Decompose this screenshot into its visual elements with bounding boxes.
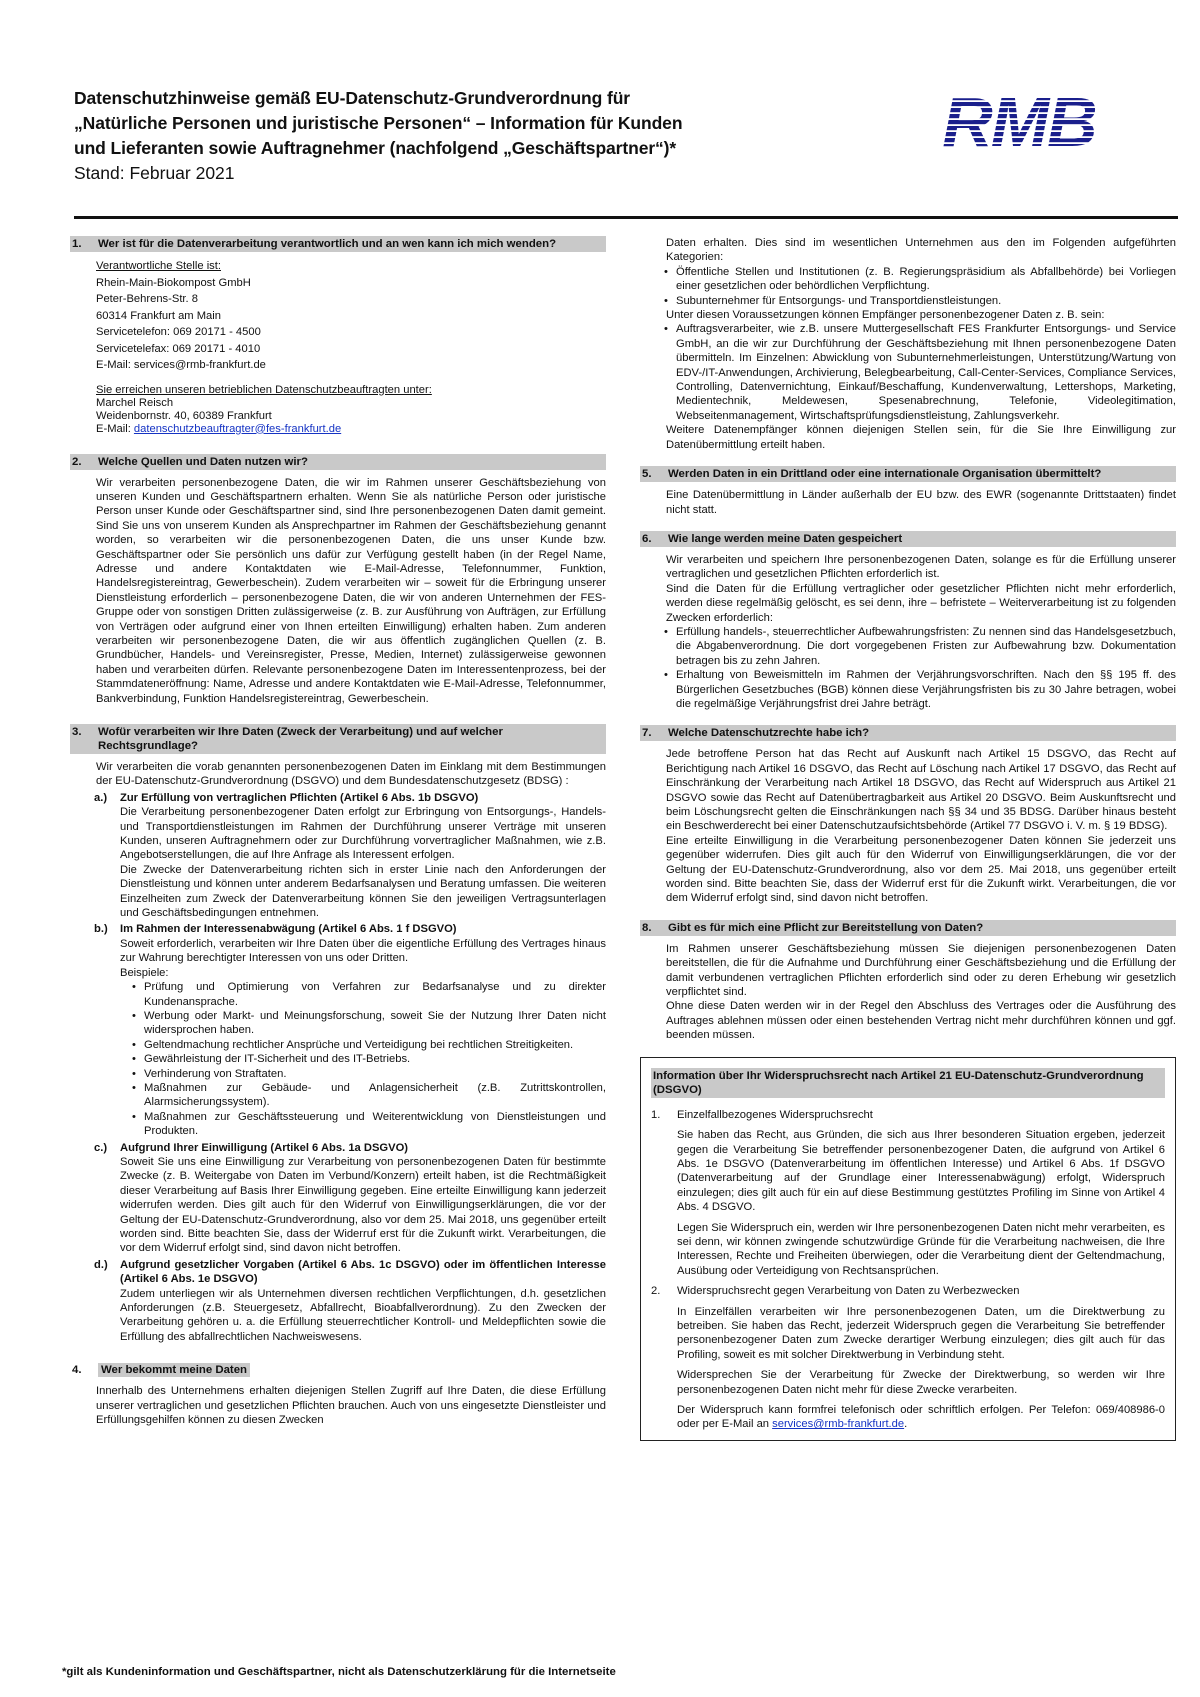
box-item-2-heading (651, 1284, 1165, 1298)
footnote: *gilt als Kundeninformation und Geschäftspartner, nicht als Datenschutzerklärung für die Internetseite (62, 1666, 616, 1678)
services-email-link[interactable]: services@rmb-frankfurt.de (772, 1418, 905, 1431)
subsection-label: d.) (94, 1258, 108, 1271)
rmb-logo (912, 90, 1126, 152)
box-item-1-heading (651, 1108, 1165, 1122)
subsection-b-text: Soweit erforderlich, verarbeiten wir Ihre Daten über die eigentliche Erfüllung des Vertrages hinaus zur Wahrung berechtigter Interessen von uns oder Dritten. (120, 937, 606, 965)
section-7 (640, 725, 1176, 905)
section-number: 3. (72, 726, 82, 738)
objection-rights-box (640, 1057, 1176, 1441)
subsection-c (94, 1141, 606, 1256)
section-4-mid: Unter diesen Voraussetzungen können Empfänger personenbezogener Daten z. B. sein: (666, 309, 1105, 322)
section-title: Wer ist für die Datenverarbeitung verantwortlich und an wen kann ich mich wenden? (98, 238, 557, 250)
list-item: • Prüfung und Optimierung von Verfahren zur Bedarfsanalyse und zu direkter Kundenansprache. (134, 980, 606, 1009)
list-item: • Erhaltung von Beweismitteln im Rahmen der Verjährungsvorschriften. Nach den §§ 195 ff. des Bürgerlichen Gesetzbuches (BGB) können diese Verjährungsfristen bis zu 30 Jahre betragen, wobei die regelmäßige Verjährungsfrist drei Jahre beträgt. (666, 668, 1176, 711)
section-title: Wofür verarbeiten wir Ihre Daten (Zweck der Verarbeitung) und auf welcher Rechtsgrundlage? (98, 726, 503, 752)
section-2-heading (70, 454, 606, 470)
list-item: • Verhinderung von Straftaten. (134, 1067, 606, 1081)
section-3-heading (70, 724, 606, 754)
section-7-heading (640, 725, 1176, 741)
title-line-3: und Lieferanten sowie Auftragnehmer (nachfolgend „Geschäftspartner“)* (74, 138, 677, 158)
section-6-text-2: Sind die Daten für die Erfüllung vertraglicher oder gesetzlicher Pflichten nicht mehr erforderlich, werden diese regelmäßig gelöscht, es sei denn, ihre – befristete – Weiterverarbeitung ist zu folgenden Zwecken erforderlich: (666, 582, 1176, 624)
dpo-email-prefix: E-Mail: (96, 422, 134, 435)
subsection-title: Zur Erfüllung von vertraglichen Pflichten (Artikel 6 Abs. 1b DSGVO) (120, 791, 479, 804)
section-title: Wie lange werden meine Daten gespeichert (668, 532, 903, 545)
responsible-label: Verantwortliche Stelle ist: (96, 260, 221, 272)
subsection-b (94, 922, 606, 1138)
dpo-name: Marchel Reisch (96, 396, 174, 409)
section-2 (70, 454, 606, 707)
list-item: • Werbung oder Markt- und Meinungsforschung, soweit Sie der Nutzung Ihrer Daten nicht widersprochen haben. (134, 1009, 606, 1038)
list-item: • Auftragsverarbeiter, wie z.B. unsere Muttergesellschaft FES Frankfurter Entsorgungs- und Service GmbH, an die wir zur Durchführung der Geschäftsbeziehung mit Ihnen personenbezogene Daten übermitteln. Im Einzelnen: Abwicklung von Subunternehmerleistungen, Unterstützung/Wartung von EDV-/IT-Anwendungen, Archivierung, Belegbearbeitung, Call-Center-Services, Compliance Services, Controlling, Datenvernichtung, Einkauf/Beschaffung, Kundenverwaltung, Lettershops, Marketing, Medientechnik, Meldewesen, Spesenabrechnung, Telefonie, Videolegitimation, Webseitenmanagement, Wirtschaftsprüfungsdienstleistung, Zahlungsverkehr. (666, 322, 1176, 423)
section-7-text-1: Jede betroffene Person hat das Recht auf Auskunft nach Artikel 15 DSGVO, das Recht auf Berichtigung nach Artikel 16 DSGVO, das Recht auf Löschung nach Artikel 17 DSGVO, das Recht auf Einschränkung der Verarbeitung nach Artikel 18 DSGVO, das Recht auf Widerspruch aus Artikel 21 DSGVO sowie das Recht auf Datenübertragbarkeit aus Artikel 20 DSGVO. Beim Auskunftsrecht und beim Löschungsrecht gelten die Einschränkungen nach §§ 34 und 35 BDSG. Darüber hinaus besteht ein Beschwerderecht bei einer Datenschutzaufsichtsbehörde (Artikel 77 DSGVO i. V. m. § 19 BDSG). (666, 748, 1176, 833)
section-8-text-1: Im Rahmen unserer Geschäftsbeziehung müssen Sie diejenigen personenbezogenen Daten bereitstellen, die für die Aufnahme und Durchführung einer Geschäftsbeziehung und die Erfüllung der damit verbundenen vertraglichen Pflichten erforderlich sind oder zu deren Erhebung wir gesetzlich verpflichtet sind. (666, 942, 1176, 999)
section-number: 5. (642, 468, 652, 481)
subsection-title: Aufgrund Ihrer Einwilligung (Artikel 6 Abs. 1a DSGVO) (120, 1141, 409, 1154)
right-column (640, 236, 1176, 1441)
box-item-2-text-3 (677, 1403, 1165, 1432)
document-header (74, 86, 834, 186)
section-1-heading (70, 236, 606, 252)
section-8 (640, 920, 1176, 1043)
section-4-text-left: Innerhalb des Unternehmens erhalten diejenigen Stellen Zugriff auf Ihre Daten, die diese Erfüllung unserer vertraglichen und gesetzlichen Pflichten brauchen. Auch von uns eingesetzte Dienstleister und Erfüllungsgehilfen können zu diesen Zwecken (96, 1385, 606, 1427)
section-4 (70, 1362, 606, 1427)
section-5-heading (640, 466, 1176, 482)
contact-suffix: . (904, 1418, 908, 1431)
section-number: 4. (72, 1364, 82, 1377)
dpo-label: Sie erreichen unseren betrieblichen Datenschutzbeauftragten unter: (96, 383, 432, 396)
contact-text: Der Widerspruch kann formfrei telefonisch oder schriftlich erfolgen. Per Telefon: 069/408986-0 oder per E-Mail an (677, 1404, 1165, 1431)
subsection-d-text: Zudem unterliegen wir als Unternehmen diversen rechtlichen Verpflichtungen, d.h. gesetzlichen Anforderungen (z.B. Steuergesetz, Abfallrecht, Bioabfallverordnung). Zu den Zwecken der Verarbeitung gehören u. a. die Erfüllung steuerrechtlicher Kontroll- und Meldepflichten sowie die Erfüllung des abfallrechtlichen Nachweiswesens. (120, 1287, 606, 1343)
subsection-d (94, 1258, 606, 1344)
section-number: 2. (72, 455, 82, 468)
section-6-heading (640, 531, 1176, 547)
header-rule (74, 216, 1178, 219)
section-7-text-2: Eine erteilte Einwilligung in die Verarbeitung personenbezogener Daten können Sie jederzeit uns gegenüber widerrufen. Dies gilt auch für den Widerruf von Einwilligungserklärungen, die vor der Geltung der EU-Datenschutz-Grundverordnung, also vor dem 25. Mai 2018, uns gegenüber erteilt worden sind. Bitte beachten Sie, dass der Widerruf erst für die Zukunft wirkt. Verarbeitungen, die vor dem Widerruf erfolgt sind, sind davon nicht betroffen. (666, 834, 1176, 905)
list-item: • Geltendmachung rechtlicher Ansprüche und Verteidigung bei rechtlichen Streitigkeiten. (134, 1038, 606, 1052)
section-8-text-2: Ohne diese Daten werden wir in der Regel den Abschluss des Vertrages oder die Ausführung des Auftrages ablehnen müssen oder einen bestehenden Vertrag nicht mehr durchführen können und ggf. beenden müssen. (666, 1000, 1176, 1042)
section-title: Werden Daten in ein Drittland oder eine internationale Organisation übermittelt? (668, 468, 1102, 481)
section-3 (70, 724, 606, 1344)
examples-label: Beispiele: (120, 966, 169, 979)
title-line-1: Datenschutzhinweise gemäß EU-Datenschutz-Grundverordnung für (74, 88, 631, 108)
list-item: • Maßnahmen zur Gebäude- und Anlagensicherheit (z.B. Zutrittskontrollen, Alarmsicherungssystem). (134, 1081, 606, 1110)
subsection-label: a.) (94, 791, 108, 804)
section-4-continued (640, 236, 1176, 452)
section-title: Gibt es für mich eine Pflicht zur Bereitstellung von Daten? (668, 921, 984, 934)
section-4-end: Weitere Datenempfänger können diejenigen Stellen sein, für die Sie Ihre Einwilligung zur Datenübermittlung erteilt haben. (666, 424, 1176, 451)
company-street: Peter-Behrens-Str. 8 (96, 293, 198, 305)
box-item-number: 1. (651, 1108, 661, 1121)
box-item-2-text-2: Widersprechen Sie der Verarbeitung für Zwecke der Direktwerbung, so werden wir Ihre personenbezogenen Daten nicht mehr für diese Zwecke verarbeiten. (677, 1369, 1165, 1396)
section-4-text-right: Daten erhalten. Dies sind im wesentlichen Unternehmen aus den im Folgenden aufgeführten Kategorien: (666, 237, 1176, 264)
dpo-email-link[interactable]: datenschutzbeauftragter@fes-frankfurt.de (133, 422, 342, 435)
subsection-label: c.) (94, 1141, 108, 1154)
section-number: 1. (72, 238, 82, 250)
box-item-2-text-1: In Einzelfällen verarbeiten wir Ihre personenbezogenen Daten, um die Direktwerbung zu betreiben. Sie haben das Recht, jederzeit Widerspruch gegen die Verarbeitung Sie betreffender personenbezogener Daten zum Zwecke derartiger Werbung einzulegen; dies gilt auch für das Profiling, soweit es mit solcher Direktwerbung in Verbindung steht. (677, 1305, 1165, 1361)
subsection-a-text-2: Die Zwecke der Datenverarbeitung richten sich in erster Linie nach den Anforderungen der Dienstleistung und können unter anderem Bedarfsanalysen und Beratung umfassen. Die weiteren Einzelheiten zum Zweck der Datenverarbeitung können Sie den jeweiligen Vertragsunterlagen und Geschäftsbedingungen entnehmen. (120, 863, 606, 920)
subsection-title: Aufgrund gesetzlicher Vorgaben (Artikel 6 Abs. 1c DSGVO) oder im öffentlichen Interesse (Artikel 6 Abs. 1e DSGVO) (120, 1258, 606, 1286)
section-title: Wer bekommt meine Daten (98, 1363, 250, 1377)
dpo-address: Weidenbornstr. 40, 60389 Frankfurt (96, 409, 272, 422)
service-fax: Servicetelefax: 069 20171 - 4010 (96, 342, 261, 355)
section-number: 7. (642, 727, 652, 740)
service-phone: Servicetelefon: 069 20171 - 4500 (96, 326, 261, 338)
subsection-a-text-1: Die Verarbeitung personenbezogener Daten erfolgt zur Erbringung von Entsorgungs-, Handels- und Transportdienstleistungen im Rahmen der Durchführung unserer Verträge mit unseren Kunden, unseren Auftragnehmern oder zur Durchführung vorvertraglicher Maßnahmen, wie z.B. Angebotserstellungen, die auf Ihre Anfrage als Interessent erfolgen. (120, 806, 606, 862)
section-6 (640, 531, 1176, 711)
section-title: Welche Datenschutzrechte habe ich? (668, 727, 870, 740)
subsection-c-text: Soweit Sie uns eine Einwilligung zur Verarbeitung von personenbezogenen Daten für bestimmte Zwecke (z. B. Weitergabe von Daten im Verbund/Konzern) erteilt haben, ist die Rechtmäßigkeit dieser Verarbeitung auf Basis Ihrer Einwilligung gegeben. Eine erteilte Einwilligung kann jederzeit widerrufen werden. Dies gilt auch für den Widerruf von Einwilligungserklärungen, die vor der Geltung der EU-Datenschutz-Grundverordnung, also vor dem 25. Mai 2018, uns gegenüber erteilt worden sind. Bitte beachten Sie, dass der Widerruf erst für die Zukunft wirkt. Verarbeitungen, die vor dem Widerruf erfolgt sind, sind davon nicht betroffen. (120, 1155, 606, 1255)
section-1 (70, 236, 606, 436)
dpo-email-line (96, 423, 606, 436)
list-item: • Erfüllung handels-, steuerrechtlicher Aufbewahrungsfristen: Zu nennen sind das Handelsgesetzbuch, die Abgabenverordnung. Die dort vorgegebenen Fristen zur Aufbewahrung bzw. Dokumentation betragen bis zu zehn Jahren. (666, 625, 1176, 668)
box-item-title: Einzelfallbezogenes Widerspruchsrecht (677, 1108, 873, 1121)
company-name: Rhein-Main-Biokompost GmbH (96, 276, 251, 289)
subsection-title: Im Rahmen der Interessenabwägung (Artikel 6 Abs. 1 f DSGVO) (120, 923, 457, 936)
processors-list (666, 322, 1176, 423)
examples-list (120, 980, 606, 1138)
retention-list (666, 625, 1176, 711)
box-title: Information über Ihr Widerspruchsrecht nach Artikel 21 EU-Datenschutz-Grundverordnung (DSGVO) (651, 1068, 1165, 1098)
section-title: Welche Quellen und Daten nutzen wir? (98, 455, 308, 468)
subsection-label: b.) (94, 923, 108, 936)
list-item: • Gewährleistung der IT-Sicherheit und des IT-Betriebs. (134, 1052, 606, 1066)
service-email: E-Mail: services@rmb-frankfurt.de (96, 359, 266, 371)
recipients-list (666, 265, 1176, 308)
section-8-heading (640, 920, 1176, 936)
title-line-2: „Natürliche Personen und juristische Personen“ – Information für Kunden (74, 113, 683, 133)
section-number: 6. (642, 532, 652, 545)
company-city: 60314 Frankfurt am Main (96, 309, 221, 322)
box-item-number: 2. (651, 1285, 661, 1298)
list-item: • Subunternehmer für Entsorgungs- und Transportdienstleistungen. (666, 294, 1176, 308)
list-item: • Öffentliche Stellen und Institutionen (z. B. Regierungspräsidium als Abfallbehörde) bei Vorliegen einer gesetzlichen oder behördlichen Verpflichtung. (666, 265, 1176, 294)
stand-date: Stand: Februar 2021 (74, 163, 235, 183)
box-item-title: Widerspruchsrecht gegen Verarbeitung von Daten zu Werbezwecken (677, 1285, 1020, 1298)
box-item-1-text-1: Sie haben das Recht, aus Gründen, die sich aus Ihrer besonderen Situation ergeben, jederzeit gegen die Verarbeitung Sie betreffender personenbezogener Daten, die aufgrund von Artikel 6 Abs. 1e DSGVO (Datenverarbeitung im öffentlichen Interesse) und Artikel 6 Abs. 1f DSGVO (Datenverarbeitung auf der Grundlage einer Interessenabwägung) erfolgt, Widerspruch einzulegen; dies gilt auch für ein auf diese Bestimmung gestütztes Profiling im Sinne von Artikel 4 Abs. 4 DSGVO. (677, 1129, 1165, 1214)
section-6-text-1: Wir verarbeiten und speichern Ihre personenbezogenen Daten, solange es für die Erfüllung unserer vertraglichen und gesetzlichen Pflichten erforderlich ist. (666, 553, 1176, 581)
section-5-text: Eine Datenübermittlung in Länder außerhalb der EU bzw. des EWR (sogenannte Drittstaaten) findet nicht statt. (666, 489, 1176, 516)
section-4-heading (70, 1362, 606, 1378)
list-item: • Maßnahmen zur Geschäftssteuerung und Weiterentwicklung von Dienstleistungen und Produkten. (134, 1110, 606, 1139)
section-5 (640, 466, 1176, 517)
left-column (70, 236, 606, 1431)
subsection-a (94, 791, 606, 921)
section-number: 8. (642, 921, 652, 934)
box-item-1-text-2: Legen Sie Widerspruch ein, werden wir Ihre personenbezogenen Daten nicht mehr verarbeiten, es sei denn, wir können zwingende schutzwürdige Gründe für die Verarbeitung nachweisen, die Ihre Interessen, Rechte und Freiheiten überwiegen, oder die Verarbeitung dient der Geltendmachung, Ausübung oder Verteidigung von Rechtsansprüchen. (677, 1221, 1165, 1277)
section-3-intro: Wir verarbeiten die vorab genannten personenbezogenen Daten im Einklang mit dem Bestimmungen der EU-Datenschutz-Grundverordnung (DSGVO) und dem Bundesdatenschutzgesetz (BDSG) : (96, 761, 606, 788)
section-2-text: Wir verarbeiten personenbezogene Daten, die wir im Rahmen unserer Geschäftsbeziehung von unseren Kunden und Geschäftspartnern erhalten. Wenn Sie als natürliche Person oder juristische Person unser Kunde oder Geschäftspartner sind, sind Ihre personenbezogenen Daten damit gemeint. Sind Sie uns von unserem Kunden als Ansprechpartner im Rahmen der Geschäftsbeziehung genannt worden, so verarbeiten wir die personenbezogenen Daten, die uns unser Kunde bzw. Geschäftspartner oder Sie persönlich uns dafür zur Verfügung gestellt haben (in der Regel Name, Adresse und andere Kontaktdaten wie E-Mail-Adresse, Telefonnummer, Funktion, Handelsregistereintrag, Gewerbeschein). Zudem verarbeiten wir – soweit für die Erbringung unserer Dienstleistung erforderlich – personenbezogene Daten, die wir von anderen Unternehmen der FES-Gruppe oder von sonstigen Dritten zulässigerweise (z. B. zur Ausführung von Aufträgen, zur Erfüllung von Verträgen oder aufgrund einer von Ihnen erteilten Einwilligung) erhalten haben. Zum anderen verarbeiten wir personenbezogene Daten, die wir aus öffentlich zugänglichen Quellen (z. B. Grundbücher, Handels- und Vereinsregister, Presse, Medien, Internet) zulässigerweise gewonnen haben und verarbeiten dürfen. Relevante personenbezogene Daten im Interessentenprozess, bei der Stammdateneröffnung: Name, Adresse und andere Kontaktdaten wie E-Mail-Adresse, Telefonnummer, Bankverbindung, Funktion Handelsregistereintrag, Gewerbeschein. (96, 476, 606, 705)
